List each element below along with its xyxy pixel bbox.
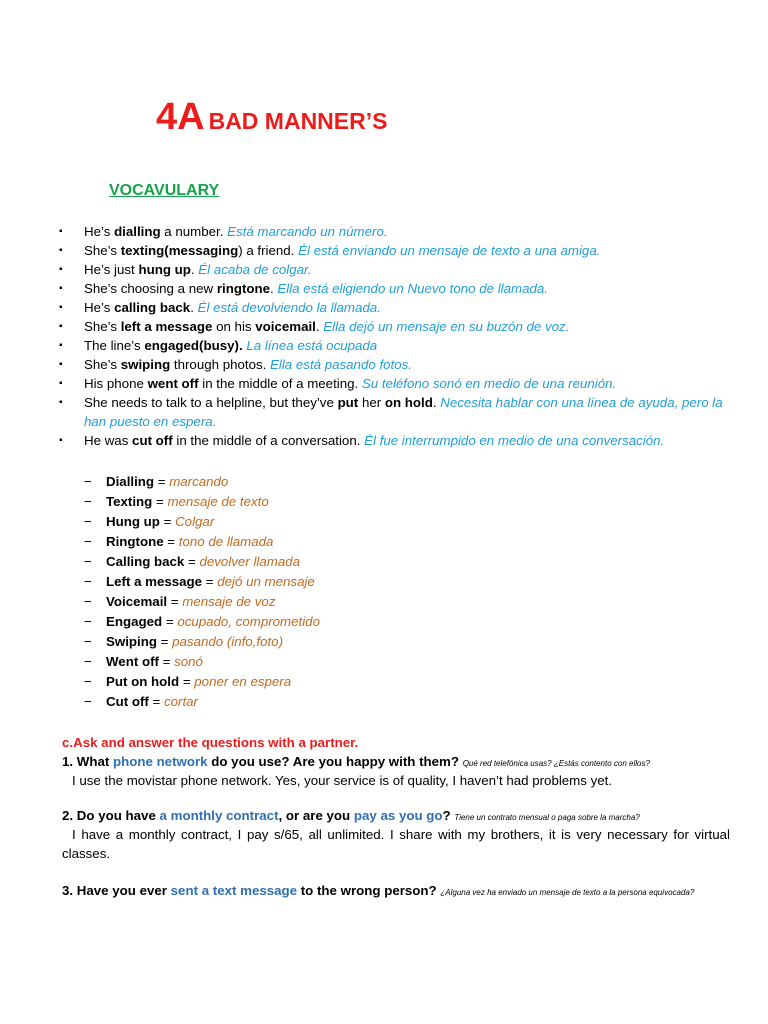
bullet-square-icon: ▪ — [59, 226, 63, 237]
definition-translation: cortar — [163, 694, 198, 709]
bullet-pre: He’s — [84, 300, 115, 315]
bullet-bold: texting(messaging — [120, 243, 239, 258]
vocabulary-bullet — [56, 279, 736, 298]
equals-sign: = — [154, 474, 170, 489]
definition-term: Swiping — [106, 634, 157, 649]
vocabulary-bullet — [56, 298, 736, 317]
bullet-square-icon: ▪ — [59, 283, 63, 294]
definition-term: Cut off — [106, 694, 149, 709]
equals-sign: = — [167, 594, 183, 609]
bullet-bold: swiping — [120, 357, 171, 372]
definition-term: Engaged — [106, 614, 163, 629]
vocabulary-bullet — [56, 336, 736, 355]
bullet-es: Está marcando un número. — [227, 224, 388, 239]
bullet-es: Ella está eligiendo un Nuevo tono de llamada. — [277, 281, 548, 296]
bullet-bold: ringtone — [216, 281, 271, 296]
vocabulary-bullet — [56, 317, 736, 336]
bullet-bold: dialling — [114, 224, 161, 239]
definition-translation: Colgar — [175, 514, 215, 529]
equals-sign: = — [159, 514, 176, 529]
q2-text-e: ? — [442, 808, 451, 823]
bullet-es: La línea está ocupada — [246, 338, 378, 353]
definition-item — [84, 472, 320, 492]
bullet-square-icon: ▪ — [59, 302, 63, 313]
bullet-pre: The line’s — [84, 338, 145, 353]
bullet-square-icon: ▪ — [59, 340, 63, 351]
section-c-heading: c.Ask and answer the questions with a partner. — [62, 735, 359, 750]
q1-highlight: phone network — [112, 754, 208, 769]
title-text: BAD MANNER’S — [208, 108, 388, 134]
bullet-square-icon: ▪ — [59, 397, 63, 408]
bullet-pre: He’s just — [84, 262, 139, 277]
bullet-pre: He’s — [84, 224, 115, 239]
q2-spanish: Tiene un contrato mensual o paga sobre la marcha? — [454, 813, 640, 822]
bullet-bold2: on hold — [384, 395, 433, 410]
definition-term: Hung up — [106, 514, 160, 529]
bullet-post: through photos. — [170, 357, 271, 372]
bullet-post: ) a friend. — [238, 243, 299, 258]
bullet-square-icon: ▪ — [59, 321, 63, 332]
vocabulary-bullet — [56, 222, 736, 241]
equals-sign: = — [148, 694, 164, 709]
definition-item — [84, 552, 320, 572]
definition-translation: tono de llamada — [178, 534, 274, 549]
vocabulary-bullet — [56, 393, 736, 431]
bullet-square-icon: ▪ — [59, 435, 63, 446]
q1-text-a: 1. What — [62, 754, 113, 769]
q3-text-c: to the wrong person? — [297, 883, 437, 898]
dash-icon: − — [84, 614, 92, 629]
definition-term: Dialling — [106, 474, 155, 489]
vocabulary-bullet-list — [56, 222, 736, 450]
bullet-post: her — [358, 395, 385, 410]
bullet-es: Ella está pasando fotos. — [270, 357, 412, 372]
definition-translation: ocupado, comprometido — [177, 614, 320, 629]
bullet-square-icon: ▪ — [59, 264, 63, 275]
definition-translation: mensaje de voz — [182, 594, 276, 609]
bullet-es: Él está enviando un mensaje de texto a una amiga. — [298, 243, 601, 258]
bullet-es: Su teléfono sonó en medio de una reunión. — [361, 376, 617, 391]
equals-sign: = — [156, 634, 173, 649]
vocabulary-bullet — [56, 431, 736, 450]
dash-icon: − — [84, 634, 92, 649]
bullet-bold: hung up — [138, 262, 191, 277]
bullet-square-icon: ▪ — [59, 359, 63, 370]
bullet-square-icon: ▪ — [59, 378, 63, 389]
answer-2: I have a monthly contract, I pay s/65, all unlimited. I share with my brothers, it is very necessary for virtual classes. — [62, 827, 730, 861]
title-number: 4A — [156, 96, 205, 138]
definition-item — [84, 632, 320, 652]
bullet-post2: . — [432, 395, 441, 410]
dash-icon: − — [84, 494, 92, 509]
definition-term: Left a message — [106, 574, 203, 589]
bullet-post2: . — [315, 319, 324, 334]
equals-sign: = — [179, 674, 195, 689]
dash-icon: − — [84, 694, 92, 709]
definition-item — [84, 572, 320, 592]
definitions-list — [84, 472, 320, 712]
bullet-pre: He was — [84, 433, 133, 448]
q3-text-a: 3. Have you ever — [62, 883, 171, 898]
definition-item — [84, 652, 320, 672]
question-3 — [62, 883, 730, 901]
q1-spanish: Qué red telefónica usas? ¿Estás contento con ellos? — [462, 759, 650, 768]
definition-translation: marcando — [169, 474, 229, 489]
definition-item — [84, 612, 320, 632]
dash-icon: − — [84, 534, 92, 549]
definition-item — [84, 692, 320, 712]
bullet-post: . — [190, 300, 198, 315]
vocabulary-bullet — [56, 241, 736, 260]
q2-highlight-2: pay as you go — [353, 808, 443, 823]
dash-icon: − — [84, 674, 92, 689]
dash-icon: − — [84, 594, 92, 609]
definition-item — [84, 492, 320, 512]
bullet-pre: She’s — [84, 319, 121, 334]
vocabulary-bullet — [56, 260, 736, 279]
bullet-post: on his — [212, 319, 256, 334]
definition-item — [84, 532, 320, 552]
definition-item — [84, 592, 320, 612]
answer-1: I use the movistar phone network. Yes, your service is of quality, I haven’t had problems yet. — [72, 773, 613, 788]
definition-translation: sonó — [174, 654, 203, 669]
page-title — [156, 96, 387, 139]
definition-term: Ringtone — [106, 534, 164, 549]
bullet-square-icon: ▪ — [59, 245, 63, 256]
bullet-bold: cut off — [132, 433, 173, 448]
dash-icon: − — [84, 474, 92, 489]
dash-icon: − — [84, 574, 92, 589]
vocabulary-bullet — [56, 374, 736, 393]
q3-spanish: ¿Alguna vez ha enviado un mensaje de texto a la persona equivocada? — [440, 888, 695, 897]
question-2 — [62, 806, 730, 827]
bullet-bold2: voicemail — [255, 319, 316, 334]
bullet-post: a number. — [160, 224, 228, 239]
bullet-post: . — [190, 262, 199, 277]
q3-highlight: sent a text message — [170, 883, 298, 898]
definition-translation: poner en espera — [194, 674, 292, 689]
definition-translation: devolver llamada — [199, 554, 301, 569]
q1-text-c: do you use? Are you happy with them? — [207, 754, 459, 769]
definition-translation: mensaje de texto — [167, 494, 269, 509]
dash-icon: − — [84, 554, 92, 569]
q2-text-a: 2. Do you have — [62, 808, 160, 823]
dash-icon: − — [84, 654, 92, 669]
bullet-bold: calling back — [114, 300, 191, 315]
definition-term: Put on hold — [106, 674, 180, 689]
bullet-es: Ella dejó un mensaje en su buzón de voz. — [323, 319, 570, 334]
dash-icon: − — [84, 514, 92, 529]
equals-sign: = — [158, 654, 175, 669]
definition-translation: dejó un mensaje — [217, 574, 315, 589]
bullet-pre: She’s — [84, 357, 121, 372]
definition-term: Texting — [106, 494, 153, 509]
equals-sign: = — [202, 574, 218, 589]
bullet-pre: She needs to talk to a helpline, but they’ve — [84, 395, 338, 410]
bullet-bold: left a message — [120, 319, 213, 334]
bullet-pre: His phone — [84, 376, 148, 391]
definition-item — [84, 512, 320, 532]
bullet-es: Él está devolviendo la llamada. — [197, 300, 381, 315]
bullet-bold: went off — [147, 376, 199, 391]
section-heading-vocabulary: VOCAVULARY — [109, 182, 220, 199]
bullet-pre: She’s — [84, 243, 121, 258]
bullet-post: . — [270, 281, 278, 296]
question-1 — [62, 752, 730, 773]
q2-text-c: , or are you — [278, 808, 354, 823]
equals-sign: = — [184, 554, 200, 569]
bullet-bold: engaged(busy). — [144, 338, 243, 353]
definition-term: Went off — [106, 654, 159, 669]
definition-translation: pasando (info,foto) — [172, 634, 284, 649]
bullet-es: Él acaba de colgar. — [198, 262, 312, 277]
bullet-post: in the middle of a conversation. — [172, 433, 365, 448]
q2-highlight-1: a monthly contract — [159, 808, 279, 823]
bullet-pre: She’s choosing a new — [84, 281, 217, 296]
definition-item — [84, 672, 320, 692]
equals-sign: = — [162, 614, 178, 629]
definition-term: Voicemail — [106, 594, 168, 609]
vocabulary-bullet — [56, 355, 736, 374]
bullet-es: Necesita hablar con una línea de ayuda, pero la han puesto en espera. — [84, 395, 723, 429]
equals-sign: = — [163, 534, 179, 549]
definition-term: Calling back — [106, 554, 185, 569]
bullet-post: in the middle of a meeting. — [198, 376, 362, 391]
bullet-bold: put — [337, 395, 359, 410]
equals-sign: = — [152, 494, 168, 509]
bullet-es: Él fue interrumpido en medio de una conversación. — [364, 433, 665, 448]
